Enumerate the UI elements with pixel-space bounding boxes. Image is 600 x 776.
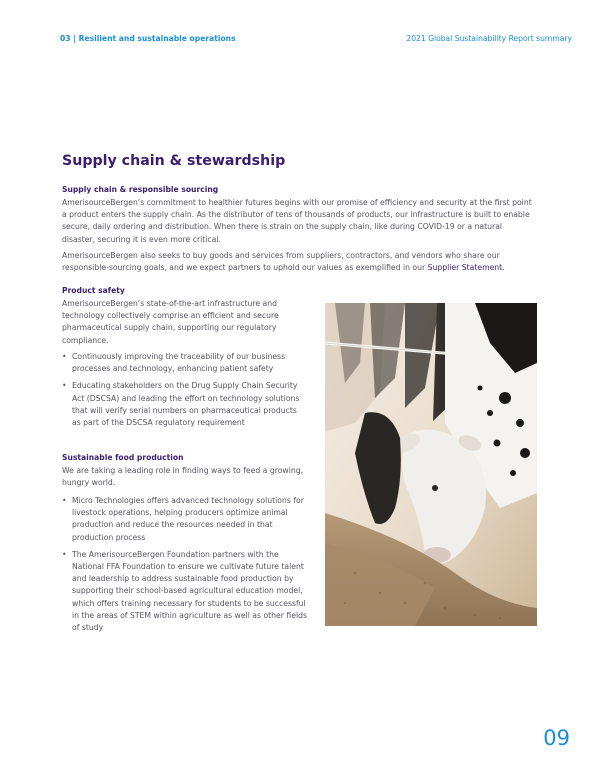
safety-intro: AmerisourceBergen’s state-of-the-art infrastructure and technology collectively comprise an efficient and secure pharmaceutical supply chain, supporting our regulatory compliance.: [62, 299, 279, 345]
sourcing-paragraph-1: AmerisourceBergen’s commitment to healthier futures begins with our promise of efficiency and security at the first point a product enters the supply chain. As the distributor of tens of thousands of products, our infrastructure is built to enable secure, daily ordering and distribution. When there is strain on the supply chain, like during COVID-19 or a natural disaster, securing it is even more critical.: [62, 198, 532, 244]
bullet-icon: •: [62, 549, 67, 559]
safety-heading: Product safety: [62, 286, 125, 295]
page-number: 09: [543, 726, 570, 750]
list-item: [62, 351, 308, 375]
bullet-text: Continuously improving the traceability of our business processes and technology, enhancing patient safety: [72, 352, 286, 374]
bullet-icon: •: [62, 496, 67, 505]
sourcing-paragraph-2: [62, 250, 534, 274]
food-heading: Sustainable food production: [62, 453, 184, 462]
bullet-icon: •: [62, 381, 67, 391]
food-intro: We are taking a leading role in finding ways to feed a growing, hungry world.: [62, 466, 304, 488]
sourcing-paragraph-2-end: .: [502, 263, 505, 273]
list-item: [62, 549, 308, 634]
list-item: [62, 495, 308, 544]
list-item: [62, 380, 308, 429]
sourcing-paragraph-2-text: AmerisourceBergen also seeks to buy goods and services from suppliers, contractors, and vendors who share our responsible-sourcing goals, and we expect partners to uphold our values as exemplified in our: [62, 251, 500, 273]
section-label: 03 | Resilient and sustainable operations: [60, 34, 236, 43]
bullet-text: The AmerisourceBergen Foundation partners with the National FFA Foundation to ensure we cultivate future talent and leadership to address sustainable food production by supporting their school-based agricultural education model, which offers training necessary for students to be successful in the areas of STEM within agriculture as well as other fields of study: [72, 549, 307, 633]
bullet-text: Micro Technologies offers advanced technology solutions for livestock operations, helping producers optimize animal production and reduce the resources needed in that production process: [72, 496, 304, 542]
page-title: Supply chain & stewardship: [62, 153, 286, 169]
food-bullet-list: [62, 495, 308, 639]
bullet-icon: •: [62, 352, 67, 361]
bullet-text: Educating stakeholders on the Drug Supply Chain Security Act (DSCSA) and leading the effort on technology solutions that will verify serial numbers on pharmaceutical products as part of the DSCSA regulatory requirement: [72, 381, 300, 428]
dairy-cows-photo: [325, 303, 537, 626]
sourcing-heading: Supply chain & responsible sourcing: [62, 185, 219, 194]
supplier-statement-link[interactable]: Supplier Statement: [427, 263, 503, 273]
report-title: 2021 Global Sustainability Report summary: [406, 34, 572, 43]
safety-bullet-list: [62, 351, 308, 434]
